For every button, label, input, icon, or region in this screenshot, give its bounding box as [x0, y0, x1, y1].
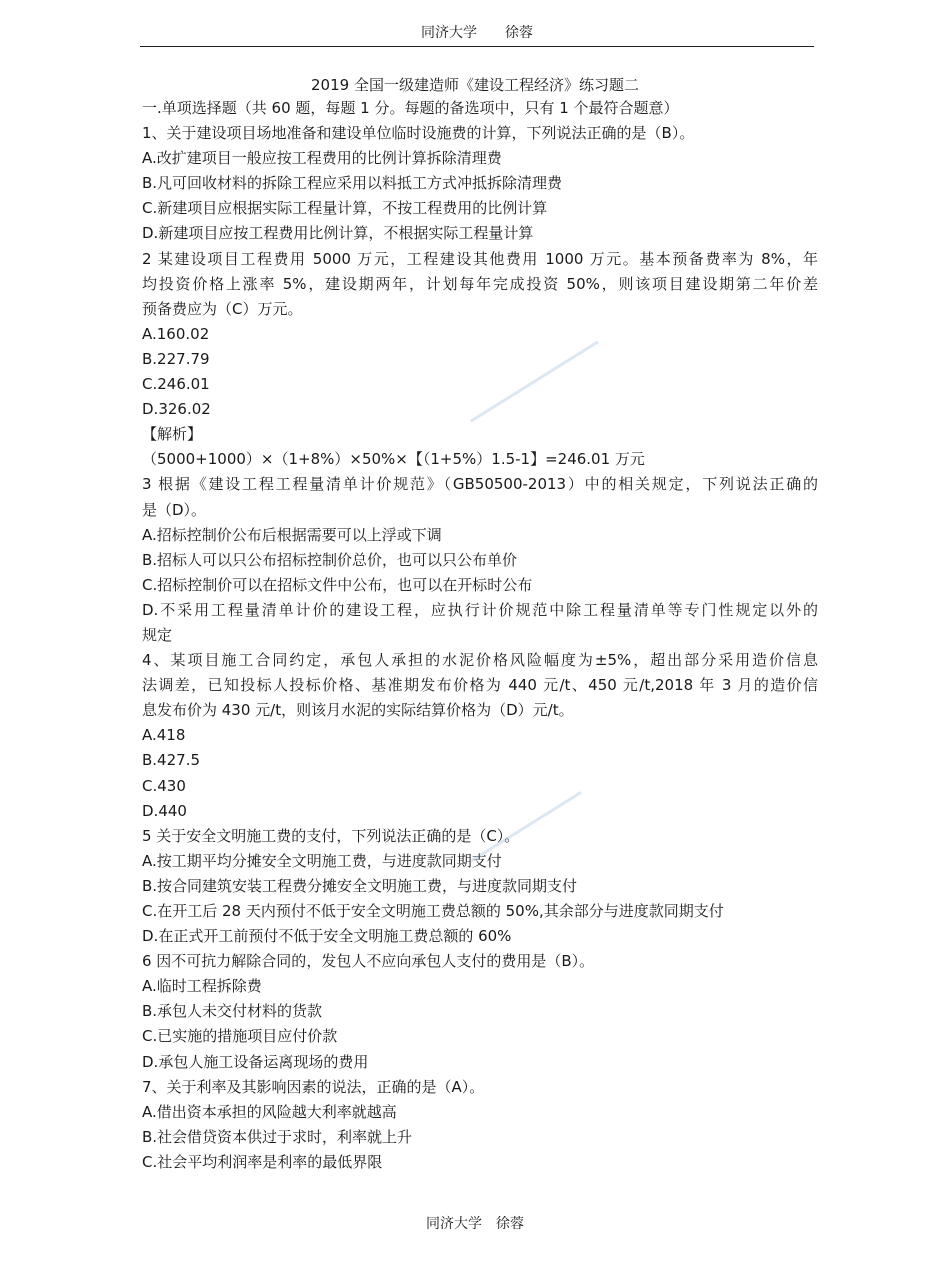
answer-option: D.承包人施工设备运离现场的费用	[142, 1052, 369, 1071]
page-footer	[0, 1213, 950, 1233]
answer-option: C.招标控制价可以在招标文件中公布，也可以在开标时公布	[142, 575, 533, 594]
question-text: 息发布价为 430 元/t，则该月水泥的实际结算价格为（D）元/t。	[142, 701, 574, 720]
answer-option: A.160.02	[142, 324, 210, 343]
answer-option: D.在正式开工前预付不低于安全文明施工费总额的 60%	[142, 927, 512, 946]
analysis-line: （5000+1000）×（1+8%）×50%×【（1+5%）1.5-1】=246.01 万元	[142, 450, 645, 469]
answer-option: A.按工期平均分摊安全文明施工费，与进度款同期支付	[142, 851, 502, 870]
answer-option: B.227.79	[142, 349, 210, 368]
answer-option: C.已实施的措施项目应付价款	[142, 1027, 338, 1046]
answer-option: C.246.01	[142, 375, 210, 394]
document-title: 2019 全国一级建造师《建设工程经济》练习题二	[311, 76, 639, 94]
answer-option: B.427.5	[142, 751, 201, 770]
answer-option: B.招标人可以只公布招标控制价总价，也可以只公布单价	[142, 550, 518, 569]
header-author: 徐蓉	[505, 25, 533, 41]
answer-option: A.418	[142, 726, 186, 745]
answer-option: B.凡可回收材料的拆除工程应采用以料抵工方式冲抵拆除清理费	[142, 174, 563, 193]
footer-school: 同济大学	[426, 1216, 482, 1232]
analysis-line: 【解析】	[142, 425, 203, 444]
answer-option: 规定	[142, 625, 173, 644]
footer-author: 徐蓉	[496, 1216, 524, 1232]
answer-option: A.招标控制价公布后根据需要可以上浮或下调	[142, 525, 442, 544]
answer-option: C.社会平均利润率是利率的最低界限	[142, 1152, 383, 1171]
answer-option: A.改扩建项目一般应按工程费用的比例计算拆除清理费	[142, 149, 502, 168]
answer-option: C.在开工后 28 天内预付不低于安全文明施工费总额的 50%,其余部分与进度款同期支付	[142, 902, 724, 920]
answer-option: B.社会借贷资本供过于求时，利率就上升	[142, 1127, 413, 1146]
question-text: 2 某建设项目工程费用 5000 万元，工程建设其他费用 1000 万元。基本预备费率为 8%，年	[142, 249, 818, 268]
question-text: 5 关于安全文明施工费的支付，下列说法正确的是（C）。	[142, 826, 520, 845]
exercise-body	[142, 96, 818, 1175]
answer-option: D.不采用工程量清单计价的建设工程，应执行计价规范中除工程量清单等专门性规定以外的	[142, 600, 818, 619]
answer-option: B.承包人未交付材料的货款	[142, 1002, 323, 1021]
answer-option: B.按合同建筑安装工程费分摊安全文明施工费，与进度款同期支付	[142, 876, 578, 895]
answer-option: D.326.02	[142, 400, 211, 419]
answer-option: D.440	[142, 801, 187, 820]
page-header	[140, 22, 814, 47]
question-text: 均投资价格上涨率 5%，建设期两年，计划每年完成投资 50%，则该项目建设期第二年价差	[142, 274, 818, 293]
question-text: 7、关于利率及其影响因素的说法，正确的是（A）。	[142, 1077, 485, 1096]
answer-option: A.临时工程拆除费	[142, 977, 262, 996]
answer-option: C.430	[142, 776, 186, 795]
question-text: 预备费应为（C）万元。	[142, 299, 303, 318]
question-text: 法调差，已知投标人投标价格、基准期发布价格为 440 元/t、450 元/t,2018 年 3 月的造价信	[142, 676, 818, 695]
question-text: 4、某项目施工合同约定，承包人承担的水泥价格风险幅度为±5%，超出部分采用造价信息	[142, 651, 818, 670]
header-school: 同济大学	[421, 25, 477, 41]
answer-option: C.新建项目应根据实际工程量计算，不按工程费用的比例计算	[142, 199, 548, 218]
answer-option: A.借出资本承担的风险越大利率就越高	[142, 1102, 397, 1121]
question-text: 6 因不可抗力解除合同的，发包人不应向承包人支付的费用是（B）。	[142, 952, 595, 971]
answer-option: D.新建项目应按工程费用比例计算，不根据实际工程量计算	[142, 224, 534, 243]
question-text: 1、关于建设项目场地准备和建设单位临时设施费的计算，下列说法正确的是（B）。	[142, 124, 695, 143]
section-heading: 一.单项选择题（共 60 题，每题 1 分。每题的备选项中，只有 1 个最符合题意）	[142, 99, 679, 117]
question-text: 3 根据《建设工程工程量清单计价规范》（GB50500-2013）中的相关规定，下列说法正确的	[142, 475, 818, 494]
question-text: 是（D）。	[142, 500, 207, 519]
